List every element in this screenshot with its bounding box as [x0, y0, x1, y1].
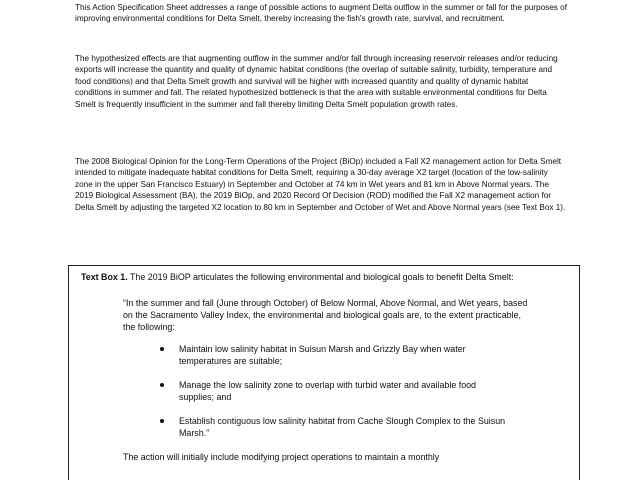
- paragraph-biop-history: The 2008 Biological Opinion for the Long-Term Operations of the Project (BiOp) included a Fall X2 management action for Delta Smelt intended to mitigate inadequate habitat conditions for Delta Smelt, requiring a 30-day average X2 target (location of the low-salinity zone in the upper San Francisco Estuary) in September and October at 74 km in Wet years and 81 km in Above Normal years. The 2019 Biological Assessment (BA), the 2019 BiOp, and 2020 Record Of Decision (ROD) modified the Fall X2 management action for Delta Smelt by adjusting the targeted X2 location to 80 km in September and October of Wet and Above Normal years (see Text Box 1).: [75, 157, 566, 212]
- text-box-1: [68, 265, 580, 480]
- text-box-outro: The action will initially include modifying project operations to maintain a monthly: [123, 452, 440, 462]
- text-box-title: Text Box 1.: [81, 272, 128, 282]
- goal-item: [81, 415, 509, 439]
- bullet-icon: [160, 383, 164, 387]
- bullet-icon: [160, 347, 164, 351]
- goal-text: Manage the low salinity zone to overlap with turbid water and available food supplies; and: [179, 380, 476, 402]
- bullet-icon: [160, 419, 164, 423]
- text-box-intro: [81, 271, 567, 283]
- text-box-intro-text: The 2019 BiOP articulates the following environmental and biological goals to benefit Delta Smelt:: [127, 272, 514, 282]
- goal-text: Establish contiguous low salinity habitat from Cache Slough Complex to the Suisun Marsh.”: [179, 416, 506, 438]
- goal-text: Maintain low salinity habitat in Suisun Marsh and Grizzly Bay when water temperatures are suitable;: [179, 344, 466, 366]
- paragraph-intro: This Action Specification Sheet addresses a range of possible actions to augment Delta outflow in the summer or fall for the purposes of improving environmental conditions for Delta Smelt, thereby increasing the fish's growth rate, survival, and recruitment.: [75, 3, 567, 24]
- paragraph-hypothesis: The hypothesized effects are that augmenting outflow in the summer and/or fall through increasing reservoir releases and/or reducing exports will increase the quantity and quality of dynamic habitat conditions (the overlap of suitable salinity, turbidity, temperature and food conditions) and that Delta Smelt growth and survival will be higher with increased quantity and quality of dynamic habitat conditions in summer and fall. The related hypothesized bottleneck is that the area with suitable environmental conditions for Delta Smelt is frequently insufficient in the summer and fall thereby limiting Delta Smelt population growth rates.: [75, 54, 558, 109]
- goal-item: [81, 379, 509, 403]
- text-box-quote: “In the summer and fall (June through October) of Below Normal, Above Normal, and Wet years, based on the Sacramento Valley Index, the environmental and biological goals are, to the extent practicable, the following:: [123, 298, 528, 332]
- goals-list: [81, 343, 567, 439]
- goal-item: [81, 343, 509, 367]
